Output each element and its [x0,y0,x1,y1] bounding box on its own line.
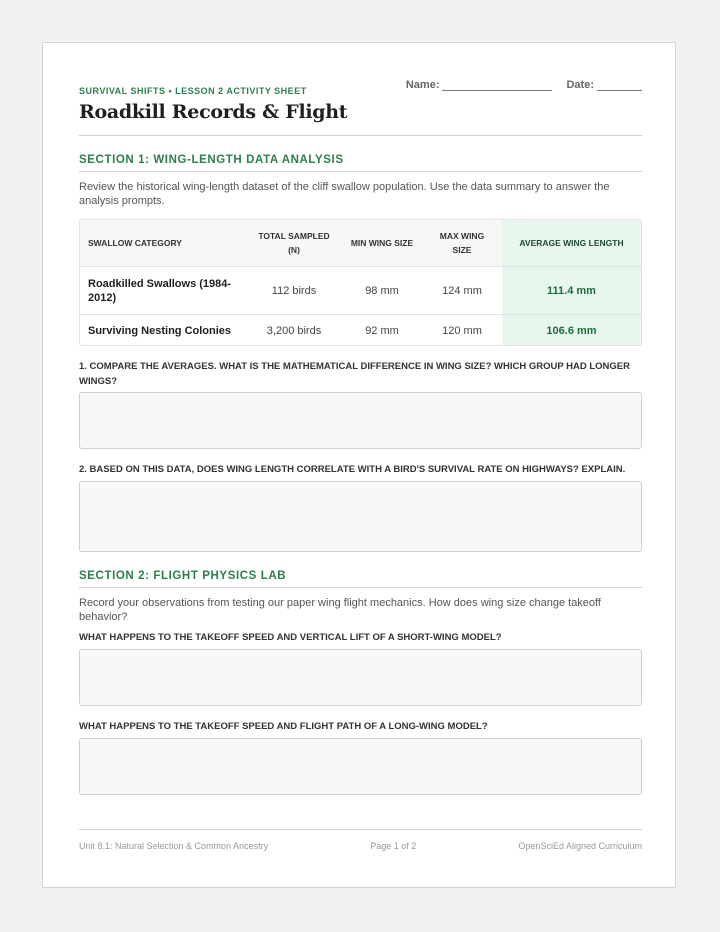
cell-category: Roadkilled Swallows (1984-2012) [80,267,246,315]
page-title: Roadkill Records & Flight [79,101,348,123]
col-header-min: MIN WING SIZE [342,220,422,267]
answer-box-2[interactable] [79,481,642,552]
cell-min: 92 mm [365,324,399,337]
cell-average: 111.4 mm [502,267,641,315]
section2-divider [79,587,642,588]
question-2-prompt: 2. BASED ON THIS DATA, DOES WING LENGTH CORRELATE WITH A BIRD'S SURVIVAL RATE ON HIGHWAYS? EXPLAIN. [79,464,626,475]
col-header-total: TOTAL SAMPLED (N) [246,220,342,267]
short-wing-prompt: WHAT HAPPENS TO THE TAKEOFF SPEED AND VERTICAL LIFT OF A SHORT-WING MODEL? [79,632,502,643]
header-divider [79,135,642,136]
col-header-category: SWALLOW CATEGORY [80,220,246,267]
footer-divider [79,829,642,830]
question-1-prompt: 1. COMPARE THE AVERAGES. WHAT IS THE MATHEMATICAL DIFFERENCE IN WING SIZE? WHICH GROUP HAD LONGER WINGS? [79,361,631,387]
footer-curriculum: OpenSciEd Aligned Curriculum [518,841,642,851]
date-field[interactable] [597,81,642,91]
name-date-row [406,79,642,91]
wing-data-table [79,219,642,346]
col-header-average: AVERAGE WING LENGTH [502,220,641,267]
footer-unit: Unit 8.1: Natural Selection & Common Ancestry [79,841,269,851]
cell-max: 124 mm [422,267,502,315]
cell-category: Surviving Nesting Colonies [88,324,232,337]
section2-intro: Record your observations from testing our paper wing flight mechanics. How does wing size change takeoff behavior? [79,597,601,623]
cell-total: 3,200 birds [266,324,322,337]
section1-intro: Review the historical wing-length dataset of the cliff swallow population. Use the data summary to answer the analysis prompts. [79,181,610,207]
cell-total: 112 birds [246,267,342,315]
page-footer [79,841,642,851]
section1-heading: SECTION 1: WING-LENGTH DATA ANALYSIS [79,154,344,166]
section2-heading: SECTION 2: FLIGHT PHYSICS LAB [79,570,287,582]
name-field[interactable] [442,81,552,91]
long-wing-prompt: WHAT HAPPENS TO THE TAKEOFF SPEED AND FLIGHT PATH OF A LONG-WING MODEL? [79,721,488,732]
cell-average: 106.6 mm [502,315,641,347]
worksheet-page [42,42,676,888]
answer-box-1[interactable] [79,392,642,449]
col-header-max: MAX WING SIZE [422,220,502,267]
answer-box-long-wing[interactable] [79,738,642,795]
name-label: Name: [405,79,440,91]
footer-page-number: Page 1 of 2 [370,841,417,851]
answer-box-short-wing[interactable] [79,649,642,706]
cell-min: 98 mm [342,267,422,315]
date-label: Date: [566,79,594,91]
cell-max: 120 mm [442,324,482,337]
section1-divider [79,171,642,172]
table-row [80,315,641,347]
lesson-kicker: SURVIVAL SHIFTS • LESSON 2 ACTIVITY SHEET [79,86,307,96]
table-row [80,267,641,315]
